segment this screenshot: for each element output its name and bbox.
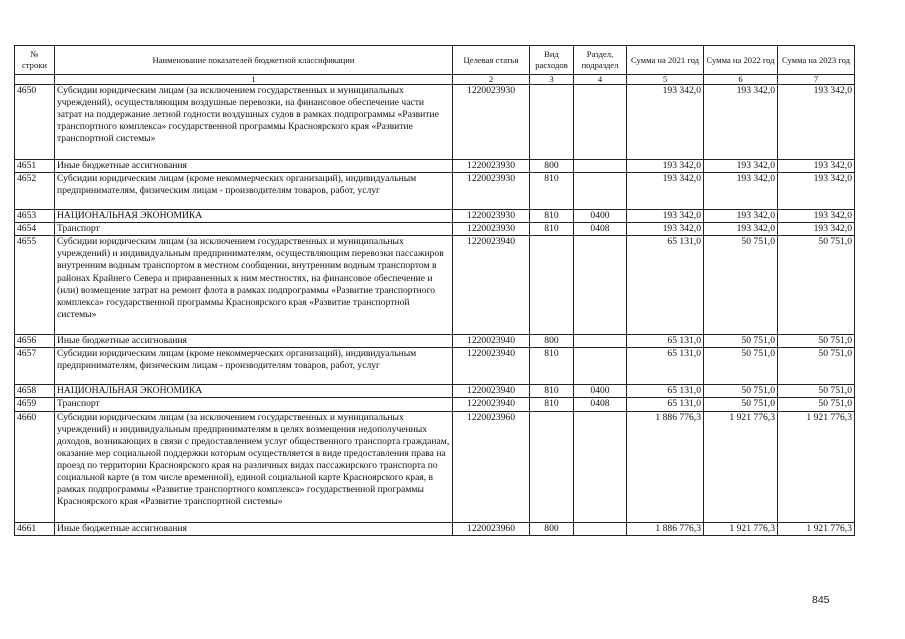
- row-name: Иные бюджетные ассигнования: [55, 335, 453, 348]
- row-sum-2022: 50 751,0: [704, 348, 778, 385]
- row-sum-2023: 193 342,0: [778, 160, 855, 173]
- row-sum-2023: 1 921 776,3: [778, 522, 855, 535]
- column-number: 2: [453, 75, 530, 85]
- row-sum-2023: 50 751,0: [778, 236, 855, 335]
- row-number: 4653: [15, 210, 55, 223]
- row-sum-2022: 1 921 776,3: [704, 411, 778, 522]
- column-number: 4: [574, 75, 627, 85]
- row-target: 1220023940: [453, 385, 530, 398]
- row-section: [574, 173, 627, 210]
- row-vr: 810: [530, 348, 574, 385]
- row-name: Транспорт: [55, 223, 453, 236]
- table-row: [15, 210, 855, 223]
- table-row: [15, 160, 855, 173]
- table-row: [15, 398, 855, 411]
- row-sum-2023: 1 921 776,3: [778, 411, 855, 522]
- row-target: 1220023940: [453, 348, 530, 385]
- row-sum-2021: 65 131,0: [627, 348, 704, 385]
- row-number: 4655: [15, 236, 55, 335]
- row-number: 4657: [15, 348, 55, 385]
- row-vr: 800: [530, 335, 574, 348]
- row-sum-2021: 1 886 776,3: [627, 522, 704, 535]
- column-number-row: [15, 75, 855, 85]
- row-target: 1220023940: [453, 398, 530, 411]
- table-row: [15, 236, 855, 335]
- row-sum-2021: 65 131,0: [627, 335, 704, 348]
- row-sum-2023: 50 751,0: [778, 348, 855, 385]
- column-number: 3: [530, 75, 574, 85]
- column-number: 1: [55, 75, 453, 85]
- row-sum-2021: 193 342,0: [627, 85, 704, 160]
- row-name: Субсидии юридическим лицам (кроме некоммерческих организаций), индивидуальным предпринимателям, физическим лицам - производителям товаров, работ, услуг: [55, 173, 453, 210]
- row-vr: 800: [530, 160, 574, 173]
- row-section: [574, 85, 627, 160]
- row-sum-2023: 193 342,0: [778, 210, 855, 223]
- header-sum-2022: Сумма на 2022 год: [704, 46, 778, 75]
- row-number: 4661: [15, 522, 55, 535]
- row-vr: [530, 85, 574, 160]
- row-number: 4659: [15, 398, 55, 411]
- row-sum-2022: 193 342,0: [704, 173, 778, 210]
- header-target: Целевая статья: [453, 46, 530, 75]
- row-section: [574, 348, 627, 385]
- page-number: 845: [812, 594, 830, 606]
- row-sum-2021: 65 131,0: [627, 385, 704, 398]
- row-name: Транспорт: [55, 398, 453, 411]
- table-row: [15, 385, 855, 398]
- row-section: 0408: [574, 398, 627, 411]
- row-target: 1220023930: [453, 160, 530, 173]
- row-target: 1220023930: [453, 173, 530, 210]
- row-sum-2023: 193 342,0: [778, 223, 855, 236]
- row-sum-2021: 193 342,0: [627, 160, 704, 173]
- row-sum-2021: 193 342,0: [627, 223, 704, 236]
- row-vr: [530, 236, 574, 335]
- row-vr: 810: [530, 385, 574, 398]
- header-name: Наименование показателей бюджетной классификации: [55, 46, 453, 75]
- row-section: 0408: [574, 223, 627, 236]
- row-number: 4652: [15, 173, 55, 210]
- row-target: 1220023960: [453, 411, 530, 522]
- row-number: 4654: [15, 223, 55, 236]
- row-vr: 810: [530, 398, 574, 411]
- row-sum-2022: 50 751,0: [704, 236, 778, 335]
- row-sum-2021: 65 131,0: [627, 236, 704, 335]
- row-section: [574, 160, 627, 173]
- row-target: 1220023960: [453, 522, 530, 535]
- row-sum-2023: 193 342,0: [778, 85, 855, 160]
- column-number: 7: [778, 75, 855, 85]
- row-name: Субсидии юридическим лицам (за исключением государственных и муниципальных учреждений), осуществляющим воздушные перевозки, на финансовое обеспечение части затрат на поддержание летной годности воздушных судов в рамках подпрограммы «Развитие транспортного комплекса» государственной программы Красноярского края «Развитие транспортной системы»: [55, 85, 453, 160]
- row-sum-2021: 1 886 776,3: [627, 411, 704, 522]
- row-name: НАЦИОНАЛЬНАЯ ЭКОНОМИКА: [55, 385, 453, 398]
- header-row-no: № строки: [15, 46, 55, 75]
- header-section: Раздел, подраздел: [574, 46, 627, 75]
- row-sum-2021: 193 342,0: [627, 210, 704, 223]
- table-row: [15, 85, 855, 160]
- row-vr: 810: [530, 210, 574, 223]
- table-row: [15, 223, 855, 236]
- row-number: 4660: [15, 411, 55, 522]
- row-target: 1220023930: [453, 85, 530, 160]
- row-section: [574, 335, 627, 348]
- row-name: Иные бюджетные ассигнования: [55, 522, 453, 535]
- row-vr: 800: [530, 522, 574, 535]
- row-name: Иные бюджетные ассигнования: [55, 160, 453, 173]
- row-name: Субсидии юридическим лицам (за исключением государственных и муниципальных учреждений) и индивидуальным предпринимателям, осуществляющим перевозки пассажиров внутренним водным транспортом в местном сообщении, внутренним водным транспортом в районах Крайнего Севера и приравненных к ним местностях, на финансовое обеспечение и (или) возмещение затрат на ремонт флота в рамках подпрограммы «Развитие транспортного комплекса» государственной программы Красноярского края «Развитие транспортной системы»: [55, 236, 453, 335]
- row-number: 4656: [15, 335, 55, 348]
- row-number: 4658: [15, 385, 55, 398]
- row-section: 0400: [574, 210, 627, 223]
- row-sum-2022: 193 342,0: [704, 85, 778, 160]
- row-number: 4650: [15, 85, 55, 160]
- row-sum-2023: 50 751,0: [778, 335, 855, 348]
- row-number: 4651: [15, 160, 55, 173]
- column-number: 6: [704, 75, 778, 85]
- column-number-blank: [15, 75, 55, 85]
- table-row: [15, 335, 855, 348]
- row-name: Субсидии юридическим лицам (кроме некоммерческих организаций), индивидуальным предпринимателям, физическим лицам - производителям товаров, работ, услуг: [55, 348, 453, 385]
- header-row: [15, 46, 855, 75]
- row-sum-2022: 50 751,0: [704, 385, 778, 398]
- row-vr: 810: [530, 223, 574, 236]
- row-sum-2023: 50 751,0: [778, 385, 855, 398]
- table-row: [15, 173, 855, 210]
- row-name: НАЦИОНАЛЬНАЯ ЭКОНОМИКА: [55, 210, 453, 223]
- row-section: [574, 236, 627, 335]
- row-vr: 810: [530, 173, 574, 210]
- row-sum-2021: 193 342,0: [627, 173, 704, 210]
- row-sum-2022: 193 342,0: [704, 210, 778, 223]
- row-sum-2022: 50 751,0: [704, 398, 778, 411]
- row-target: 1220023940: [453, 236, 530, 335]
- table-row: [15, 411, 855, 522]
- table-row: [15, 348, 855, 385]
- row-sum-2023: 50 751,0: [778, 398, 855, 411]
- header-vr: Вид расходов: [530, 46, 574, 75]
- table-row: [15, 522, 855, 535]
- row-vr: [530, 411, 574, 522]
- budget-table: [14, 45, 855, 536]
- header-sum-2023: Сумма на 2023 год: [778, 46, 855, 75]
- row-sum-2021: 65 131,0: [627, 398, 704, 411]
- row-section: [574, 411, 627, 522]
- row-target: 1220023930: [453, 210, 530, 223]
- column-number: 5: [627, 75, 704, 85]
- row-target: 1220023940: [453, 335, 530, 348]
- header-sum-2021: Сумма на 2021 год: [627, 46, 704, 75]
- row-sum-2022: 193 342,0: [704, 223, 778, 236]
- row-sum-2022: 193 342,0: [704, 160, 778, 173]
- row-name: Субсидии юридическим лицам (за исключением государственных и муниципальных учреждений) и индивидуальным предпринимателям в целях возмещения недополученных доходов, возникающих в связи с предоставлением услуг общественного транспорта гражданам, оказание мер социальной поддержки которым осуществляется в виде предоставления права на проезд по территории Красноярского края на различных видах пассажирского транспорта по социальной карте (в том числе временной), единой социальной карте Красноярского края, в рамках подпрограммы «Развитие транспортного комплекса» государственной программы Красноярского края «Развитие транспортной системы»: [55, 411, 453, 522]
- row-sum-2023: 193 342,0: [778, 173, 855, 210]
- row-section: 0400: [574, 385, 627, 398]
- row-sum-2022: 1 921 776,3: [704, 522, 778, 535]
- row-target: 1220023930: [453, 223, 530, 236]
- row-section: [574, 522, 627, 535]
- row-sum-2022: 50 751,0: [704, 335, 778, 348]
